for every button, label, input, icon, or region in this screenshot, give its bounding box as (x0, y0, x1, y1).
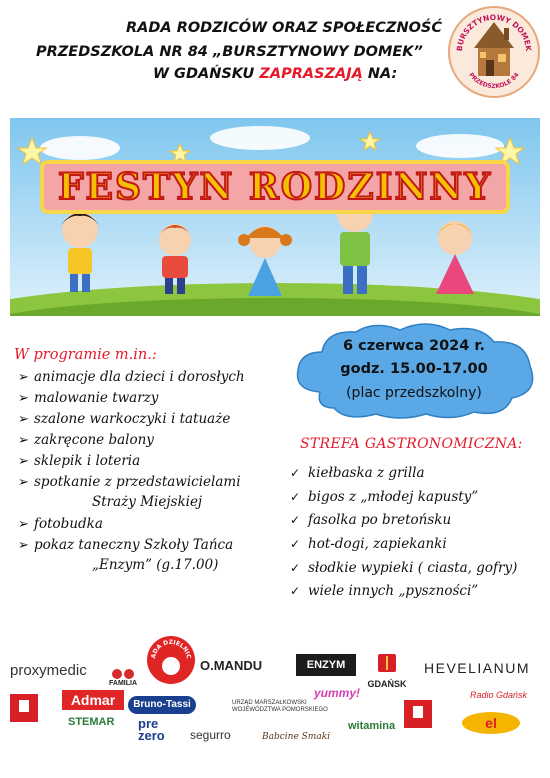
svg-text:RADA DZIELNICY: ADA DZIELNIC (150, 638, 193, 660)
sponsor-witamina: witamina (348, 720, 396, 732)
heart-logo-icon (108, 668, 138, 680)
sponsor-proxymedic: proxymedic (10, 662, 87, 679)
list-item: ➢ spotkanie z przedstawicielami Straży Miejskiej (18, 474, 241, 510)
list-item: ➢ sklepik i loteria (18, 451, 245, 472)
header-invite-word: ZAPRASZAJĄ (259, 66, 363, 82)
check-icon: ✓ (290, 537, 301, 552)
arrow-icon: ➢ (18, 370, 29, 385)
header-line-3-end: NA: (362, 66, 398, 82)
header-line-2: PRZEDSZKOLA NR 84 „BURSZTYNOWY DOMEK” (36, 44, 423, 60)
program-title: W programie m.in.: (14, 347, 157, 363)
arrow-icon: ➢ (18, 433, 29, 448)
sponsor-yummy: yummy! (314, 686, 361, 700)
arrow-icon: ➢ (18, 538, 29, 553)
check-icon: ✓ (290, 466, 301, 480)
list-item: ✓ hot-dogi, zapiekanki (290, 533, 517, 557)
logo-bottom-text: PRZEDSZKOLE 84 (467, 71, 521, 91)
check-icon: ✓ (290, 560, 301, 575)
amber-house-icon (450, 8, 538, 96)
header-line-3-start: W GDAŃSKU (153, 66, 260, 82)
check-icon: ✓ (290, 513, 301, 528)
sponsor-omandu: O.MANDU (200, 658, 263, 673)
list-item: ➢ pokaz taneczny Szkoły Tańca „Enzym” (g.17.00) (18, 537, 234, 573)
list-item: ✓ bigos z „młodej kapusty” (290, 486, 517, 510)
food-zone-title: STREFA GASTRONOMICZNA: (300, 436, 523, 452)
arrow-icon: ➢ (18, 391, 29, 406)
arrow-icon: ➢ (18, 412, 29, 427)
sponsor-stemar: STEMAR (68, 716, 115, 728)
list-item: ✓ wiele innych „pyszności” (290, 580, 517, 604)
list-item: ➢ zakręcone balony (18, 430, 245, 451)
kindergarten-logo (448, 6, 540, 98)
festival-title: FESTYN RODZINNY (57, 166, 493, 208)
sponsor-gdansk: GDAŃSK (362, 652, 412, 689)
header-line-3 (153, 66, 397, 82)
festival-title-sign (40, 160, 510, 214)
sponsor-rada-dzielnicy (147, 636, 195, 684)
check-icon: ✓ (290, 584, 301, 599)
sponsor-admar: Admar (62, 690, 124, 710)
list-item: ✓ kiełbaska z grilla (290, 462, 517, 486)
crest-icon (404, 700, 432, 728)
sponsor-prezero: pre zero (138, 716, 165, 743)
sponsor-urzad: URZĄD MARSZAŁKOWSKI WOJEWÓDZTWA POMORSKIEGO (232, 700, 328, 713)
header-line-1: RADA RODZICÓW ORAZ SPOŁECZNOŚĆ (126, 20, 442, 36)
event-date: 6 czerwca 2024 r. (343, 338, 485, 354)
arrow-icon: ➢ (18, 517, 29, 532)
district-council-icon (147, 636, 195, 684)
list-item: ✓ fasolka po bretońsku (290, 509, 517, 533)
list-item: ➢ fotobudka (18, 514, 245, 535)
food-list (290, 462, 517, 604)
festival-banner (10, 118, 540, 316)
sponsor-red-square-1 (10, 694, 38, 722)
sponsor-el: el (462, 712, 520, 734)
list-item: ✓ słodkie wypieki ( ciasta, gofry) (290, 557, 517, 581)
sponsor-red-square-2 (404, 700, 432, 728)
sponsor-enzym: ENZYM (296, 654, 356, 676)
event-time: godz. 15.00-17.00 (340, 361, 488, 377)
event-place: (plac przedszkolny) (346, 385, 482, 401)
arrow-icon: ➢ (18, 475, 29, 490)
gdansk-crest-icon (375, 652, 399, 674)
sponsor-segurro: segurro (190, 728, 231, 742)
list-item: ➢ malowanie twarzy (18, 388, 245, 409)
program-list (18, 367, 245, 577)
list-item: ➢ animacje dla dzieci i dorosłych (18, 367, 245, 388)
list-item: ➢ szalone warkoczyki i tatuaże (18, 409, 245, 430)
logo-top-text: BURSZTYNOWY DOMEK (454, 12, 534, 52)
sponsor-bruno-tassi: Bruno-Tassi (128, 696, 196, 714)
children-illustration (10, 118, 540, 316)
sponsor-hevelianum: HEVELIANUM (424, 660, 531, 676)
crest-icon (10, 694, 38, 722)
sponsor-familia: FAMILIA (108, 668, 138, 688)
sponsor-radio-gdansk: Radio Gdańsk (470, 690, 528, 700)
sponsor-babcine-smaki: Babcine Smaki (262, 732, 331, 742)
arrow-icon: ➢ (18, 454, 29, 469)
check-icon: ✓ (290, 489, 301, 504)
